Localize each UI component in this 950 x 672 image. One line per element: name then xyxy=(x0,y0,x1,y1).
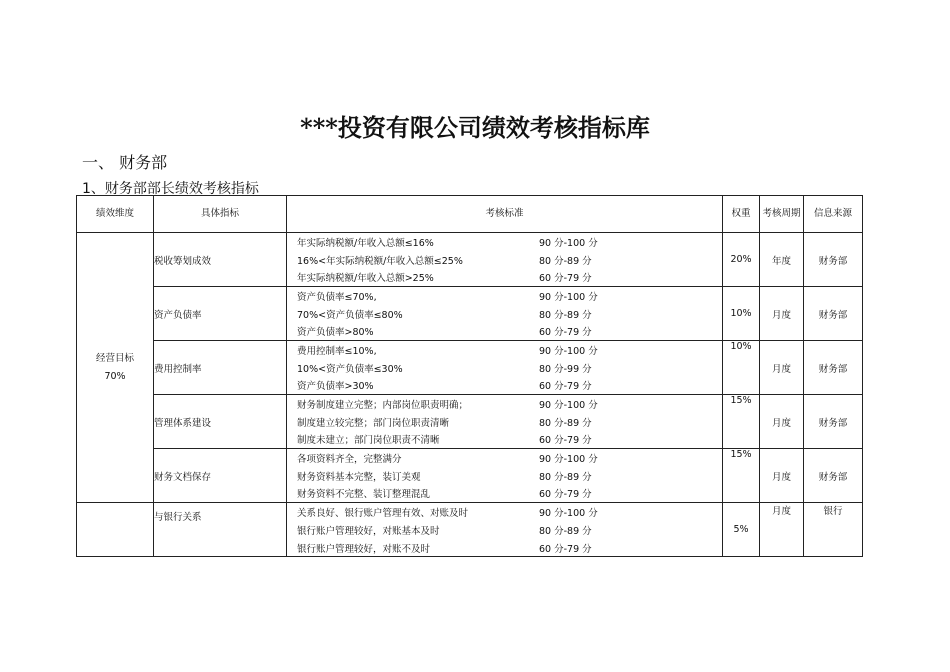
period-cell: 月度 xyxy=(760,341,804,395)
weight-cell: 15% xyxy=(723,449,760,503)
source-cell: 财务部 xyxy=(804,449,863,503)
criteria-score: 90 分-100 分 xyxy=(539,454,598,466)
criteria-line xyxy=(287,287,722,305)
criteria-description: 资产负债率>80% xyxy=(297,327,374,339)
criteria-line xyxy=(287,485,722,503)
header-indicator: 具体指标 xyxy=(154,196,287,233)
criteria-line xyxy=(287,467,722,485)
header-standard: 考核标准 xyxy=(287,196,723,233)
criteria-line xyxy=(287,233,722,251)
criteria-score: 60 分-79 分 xyxy=(539,327,592,339)
criteria-description: 费用控制率≤10%, xyxy=(297,345,377,357)
criteria-cell xyxy=(287,233,723,287)
criteria-cell xyxy=(287,341,723,395)
criteria-score: 80 分-89 分 xyxy=(539,471,592,483)
criteria-line xyxy=(287,322,722,340)
criteria-score: 90 分-100 分 xyxy=(539,508,598,520)
dimension-percent: 70% xyxy=(104,370,126,382)
period-cell: 月度 xyxy=(760,395,804,449)
criteria-score: 80 分-89 分 xyxy=(539,309,592,321)
indicator-cell: 与银行关系 xyxy=(154,503,287,557)
subsection-heading: 1、财务部部长绩效考核指标 xyxy=(82,181,259,197)
table-row xyxy=(77,449,863,503)
criteria-line xyxy=(287,431,722,449)
period-cell: 年度 xyxy=(760,233,804,287)
criteria-description: 制度建立较完整；部门岗位职责清晰 xyxy=(297,417,450,429)
criteria-score: 60 分-79 分 xyxy=(539,543,592,555)
criteria-score: 90 分-100 分 xyxy=(539,291,598,303)
indicator-cell: 资产负债率 xyxy=(154,287,287,341)
criteria-description: 资产负债率≤70%, xyxy=(297,291,377,303)
criteria-score: 60 分-79 分 xyxy=(539,273,592,285)
criteria-description: 10%<资产负债率≤30% xyxy=(297,363,403,375)
criteria-description: 关系良好、银行账户管理有效、对账及时 xyxy=(297,508,469,520)
weight-cell: 10% xyxy=(723,287,760,341)
criteria-line xyxy=(287,377,722,395)
weight-cell: 10% xyxy=(723,341,760,395)
source-cell: 财务部 xyxy=(804,233,863,287)
criteria-line xyxy=(287,395,722,413)
source-cell: 财务部 xyxy=(804,341,863,395)
period-cell: 月度 xyxy=(760,503,804,557)
criteria-score: 60 分-79 分 xyxy=(539,489,592,501)
criteria-score: 80 分-89 分 xyxy=(539,255,592,267)
criteria-score: 90 分-100 分 xyxy=(539,345,598,357)
weight-cell: 15% xyxy=(723,395,760,449)
criteria-score: 60 分-79 分 xyxy=(539,381,592,393)
weight-cell: 20% xyxy=(723,233,760,287)
criteria-description: 各项资料齐全，完整满分 xyxy=(297,454,402,466)
criteria-cell xyxy=(287,287,723,341)
indicator-cell: 管理体系建设 xyxy=(154,395,287,449)
criteria-line xyxy=(287,539,722,557)
criteria-line xyxy=(287,449,722,467)
table-row xyxy=(77,341,863,395)
source-cell: 银行 xyxy=(804,503,863,557)
criteria-line xyxy=(287,413,722,431)
indicator-cell: 税收筹划成效 xyxy=(154,233,287,287)
criteria-score: 80 分-99 分 xyxy=(539,363,592,375)
weight-cell: 5% xyxy=(723,503,760,557)
header-period: 考核周期 xyxy=(760,196,804,233)
criteria-description: 银行账户管理较好，对账基本及时 xyxy=(297,525,440,537)
criteria-description: 资产负债率>30% xyxy=(297,381,374,393)
document-title: ***投资有限公司绩效考核指标库 xyxy=(300,113,650,142)
criteria-description: 财务资料不完整、装订整理混乱 xyxy=(297,489,431,501)
indicator-cell: 费用控制率 xyxy=(154,341,287,395)
dimension-cell-empty xyxy=(77,503,154,557)
criteria-description: 年实际纳税额/年收入总额≤16% xyxy=(297,237,434,249)
header-weight: 权重 xyxy=(723,196,760,233)
criteria-score: 90 分-100 分 xyxy=(539,237,598,249)
criteria-line xyxy=(287,305,722,323)
criteria-line xyxy=(287,251,722,269)
criteria-description: 年实际纳税额/年收入总额>25% xyxy=(297,273,434,285)
indicator-cell: 财务文档保存 xyxy=(154,449,287,503)
criteria-description: 财务制度建立完整；内部岗位职责明确； xyxy=(297,400,469,412)
section-heading: 一、 财务部 xyxy=(82,153,168,172)
source-cell: 财务部 xyxy=(804,395,863,449)
criteria-score: 80 分-89 分 xyxy=(539,525,592,537)
criteria-score: 80 分-89 分 xyxy=(539,417,592,429)
table-row xyxy=(77,287,863,341)
table-header-row xyxy=(77,196,863,233)
criteria-line xyxy=(287,521,722,539)
kpi-table xyxy=(76,195,863,557)
dimension-cell xyxy=(77,233,154,503)
criteria-cell xyxy=(287,503,723,557)
criteria-cell xyxy=(287,395,723,449)
table-row xyxy=(77,395,863,449)
criteria-description: 银行账户管理较好，对账不及时 xyxy=(297,543,431,555)
period-cell: 月度 xyxy=(760,287,804,341)
criteria-score: 60 分-79 分 xyxy=(539,435,592,447)
criteria-score: 90 分-100 分 xyxy=(539,400,598,412)
header-source: 信息来源 xyxy=(804,196,863,233)
criteria-line xyxy=(287,503,722,521)
dimension-label: 经营目标 xyxy=(95,352,134,364)
header-dimension: 绩效维度 xyxy=(77,196,154,233)
criteria-line xyxy=(287,359,722,377)
criteria-description: 16%<年实际纳税额/年收入总额≤25% xyxy=(297,255,463,267)
table-row xyxy=(77,233,863,287)
criteria-description: 70%<资产负债率≤80% xyxy=(297,309,403,321)
criteria-line xyxy=(287,341,722,359)
criteria-description: 财务资料基本完整，装订美观 xyxy=(297,471,421,483)
criteria-cell xyxy=(287,449,723,503)
criteria-line xyxy=(287,268,722,286)
period-cell: 月度 xyxy=(760,449,804,503)
criteria-description: 制度未建立；部门岗位职责不清晰 xyxy=(297,435,440,447)
table-row xyxy=(77,503,863,557)
source-cell: 财务部 xyxy=(804,287,863,341)
